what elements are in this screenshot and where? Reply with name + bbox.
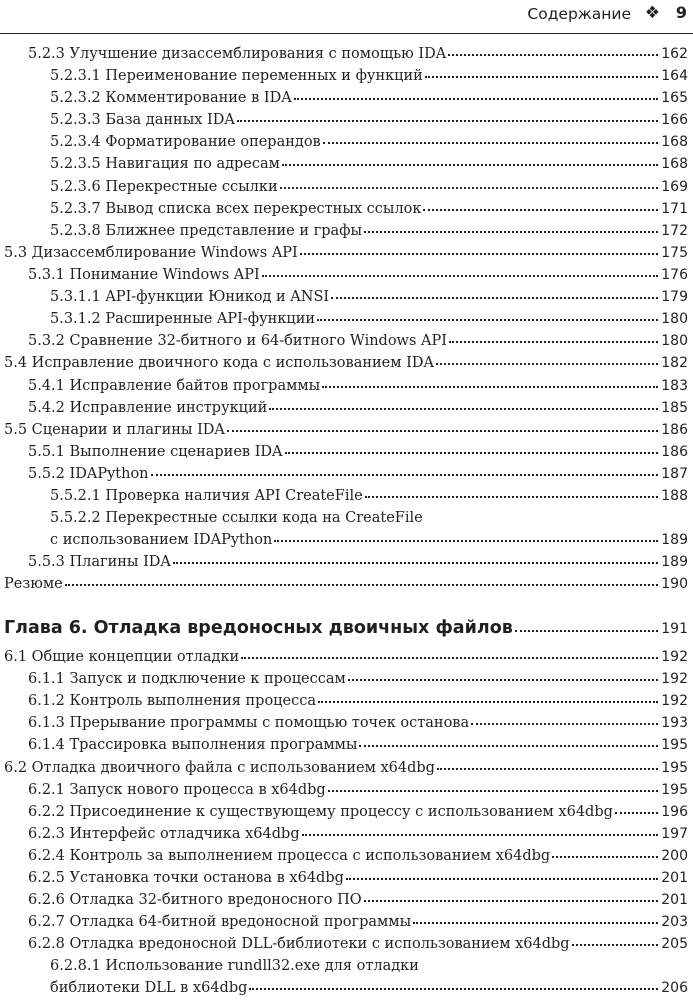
- dot-leader: [294, 87, 659, 100]
- toc-entry-page: 176: [661, 267, 688, 283]
- dot-leader: [262, 264, 659, 277]
- toc-entry[interactable]: [0, 330, 688, 352]
- header-rule: [0, 33, 693, 34]
- toc-entry[interactable]: [0, 801, 688, 823]
- toc-entry-page: 186: [661, 422, 688, 438]
- toc-entry[interactable]: [0, 198, 688, 220]
- toc-entry[interactable]: [0, 419, 688, 441]
- toc-entry[interactable]: [0, 646, 688, 668]
- toc-entry[interactable]: [0, 153, 688, 175]
- toc-entry-page: 168: [661, 156, 688, 172]
- toc-entry-title: 6.2 Отладка двоичного файла с использованием x64dbg: [4, 760, 435, 776]
- dot-leader: [346, 867, 658, 880]
- toc-entry-title: 6.2.7 Отладка 64-битной вредоносной программы: [28, 914, 412, 930]
- dot-leader: [269, 397, 658, 410]
- toc-entry[interactable]: [0, 573, 688, 595]
- dot-leader: [448, 43, 658, 56]
- toc-entry[interactable]: [0, 286, 688, 308]
- chapter-heading[interactable]: [4, 618, 688, 644]
- toc-entry-page: 175: [661, 245, 688, 261]
- dot-leader: [151, 463, 659, 476]
- toc-entry-title: 5.5.3 Плагины IDA: [28, 554, 171, 570]
- toc-entry[interactable]: [0, 507, 688, 551]
- toc-entry-page: 190: [661, 576, 688, 592]
- dot-leader: [331, 286, 658, 299]
- dot-leader: [173, 551, 658, 564]
- dot-leader: [515, 618, 658, 632]
- ornament-icon: ❖: [644, 3, 660, 23]
- toc-entry[interactable]: [0, 845, 688, 867]
- toc-entry-page: 189: [661, 554, 688, 570]
- toc-entry-page: 193: [661, 715, 688, 731]
- toc-entry-page: 205: [661, 936, 688, 952]
- toc-entry-page: 166: [661, 112, 688, 128]
- dot-leader: [364, 220, 658, 233]
- dot-leader: [449, 330, 658, 343]
- toc-entry-page: 195: [661, 782, 688, 798]
- dot-leader: [364, 889, 659, 902]
- toc-entry[interactable]: [0, 867, 688, 889]
- toc-entry-title: Резюме: [4, 576, 63, 592]
- page-number: 9: [675, 3, 687, 22]
- toc-entry-title: 6.1.1 Запуск и подключение к процессам: [28, 671, 346, 687]
- toc-entry-page: 169: [661, 179, 688, 195]
- toc-entry-title-cont: библиотеки DLL в x64dbg: [50, 980, 248, 996]
- toc-entry-title: 5.2.3.2 Комментирование в IDA: [50, 90, 292, 106]
- toc-entry[interactable]: [0, 668, 688, 690]
- dot-leader: [437, 757, 658, 770]
- dot-leader: [436, 352, 658, 365]
- dot-leader: [423, 198, 658, 211]
- toc-entry[interactable]: [0, 65, 688, 87]
- toc-entry-page: 182: [661, 355, 688, 371]
- toc-entry-page: 196: [661, 804, 688, 820]
- toc-entry-title-cont: с использованием IDAPython: [50, 532, 273, 548]
- toc-entry[interactable]: [0, 734, 688, 756]
- dot-leader: [282, 153, 658, 166]
- toc-entry-page: 187: [661, 466, 688, 482]
- toc-entry-title: 6.2.5 Установка точки останова в x64dbg: [28, 870, 344, 886]
- toc-entry-title: 5.4.1 Исправление байтов программы: [28, 378, 321, 394]
- dot-leader: [318, 690, 658, 703]
- toc-entry-title: 5.4.2 Исправление инструкций: [28, 400, 268, 416]
- dot-leader: [237, 109, 658, 122]
- toc-entry-page: 180: [661, 311, 688, 327]
- toc-entry-title: 5.2.3.1 Переименование переменных и функций: [50, 68, 423, 84]
- toc-entry[interactable]: [0, 397, 688, 419]
- toc-entry-title: 5.3.1 Понимание Windows API: [28, 267, 260, 283]
- toc-entry-title: 5.5.2.2 Перекрестные ссылки кода на CreateFile: [50, 510, 423, 526]
- dot-leader: [328, 779, 659, 792]
- toc-entry-title: 5.5.2.1 Проверка наличия API CreateFile: [50, 488, 363, 504]
- toc-entry[interactable]: [0, 889, 688, 911]
- toc-entry-title: 5.5.2 IDAPython: [28, 466, 149, 482]
- toc-entry-title: 5.2.3.5 Навигация по адресам: [50, 156, 280, 172]
- toc-entry[interactable]: [0, 109, 688, 131]
- dot-leader: [302, 823, 659, 836]
- dot-leader: [241, 646, 658, 659]
- dot-leader: [615, 801, 658, 814]
- dot-leader: [322, 375, 658, 388]
- running-header: [0, 0, 693, 30]
- toc-entry[interactable]: [0, 375, 688, 397]
- dot-leader: [285, 441, 659, 454]
- toc-entry-page: 189: [661, 532, 688, 548]
- toc-entry-page: 171: [661, 201, 688, 217]
- toc-entry-page: 180: [661, 333, 688, 349]
- toc-entry-title: 6.2.6 Отладка 32-битного вредоносного ПО: [28, 892, 362, 908]
- toc-entry-title: 6.1.4 Трассировка выполнения программы: [28, 737, 358, 753]
- dot-leader: [280, 176, 659, 189]
- toc-entry-title: 5.5 Сценарии и плагины IDA: [4, 422, 225, 438]
- toc-entry-title: 5.2.3.4 Форматирование операндов: [50, 134, 321, 150]
- dot-leader: [317, 308, 658, 321]
- toc-entry-page: 162: [661, 46, 688, 62]
- toc-entry-page: 188: [661, 488, 688, 504]
- toc-entry[interactable]: [0, 757, 688, 779]
- toc-entry-title: 5.3.1.2 Расширенные API-функции: [50, 311, 316, 327]
- toc-entry-title: 6.2.8 Отладка вредоносной DLL-библиотеки с использованием x64dbg: [28, 936, 570, 952]
- toc-entry[interactable]: [0, 712, 688, 734]
- toc-entry-page: 200: [661, 848, 688, 864]
- dot-leader: [425, 65, 658, 78]
- toc-entry-page: 201: [661, 870, 688, 886]
- toc-entry[interactable]: [0, 220, 688, 242]
- toc-entry-title: 6.2.1 Запуск нового процесса в x64dbg: [28, 782, 326, 798]
- toc-entry-title: 6.2.2 Присоединение к существующему процессу с использованием x64dbg: [28, 804, 613, 820]
- toc-entry[interactable]: [0, 485, 688, 507]
- header-title: Содержание: [527, 5, 631, 23]
- toc-entry-page: 206: [661, 980, 688, 996]
- toc-entry-page: 164: [661, 68, 688, 84]
- toc-entry-title: 5.4 Исправление двоичного кода с использованием IDA: [4, 355, 434, 371]
- toc-entry[interactable]: [0, 43, 688, 65]
- toc-entry[interactable]: [0, 176, 688, 198]
- dot-leader: [274, 529, 658, 542]
- dot-leader: [65, 573, 659, 586]
- toc-entry-page: 183: [661, 378, 688, 394]
- toc-entry-title: 6.1.3 Прерывание программы с помощью точек останова: [28, 715, 470, 731]
- toc-entry-title: 5.2.3.6 Перекрестные ссылки: [50, 179, 278, 195]
- toc-entry[interactable]: [0, 131, 688, 153]
- toc-entry-title: 5.3.1.1 API-функции Юникод и ANSI: [50, 289, 330, 305]
- dot-leader: [300, 242, 658, 255]
- dot-leader: [572, 933, 659, 946]
- toc-entry-title: 5.2.3.7 Вывод списка всех перекрестных ссылок: [50, 201, 422, 217]
- toc-entry-page: 195: [661, 760, 688, 776]
- dot-leader: [323, 131, 659, 144]
- toc-entry-page: 201: [661, 892, 688, 908]
- toc-entry[interactable]: [0, 441, 688, 463]
- toc-entry[interactable]: [0, 242, 688, 264]
- dot-leader: [227, 419, 658, 432]
- toc-entry-page: 185: [661, 400, 688, 416]
- toc-entry-title: 5.2.3.8 Ближнее представление и графы: [50, 223, 363, 239]
- toc-entry-title: 5.5.1 Выполнение сценариев IDA: [28, 444, 283, 460]
- toc-entry-page: 192: [661, 671, 688, 687]
- dot-leader: [413, 911, 658, 924]
- toc-entry[interactable]: [0, 352, 688, 374]
- toc-entry-page: 203: [661, 914, 688, 930]
- toc-entry[interactable]: [0, 823, 688, 845]
- toc-entry-page: 165: [661, 90, 688, 106]
- dot-leader: [552, 845, 658, 858]
- toc-entry[interactable]: [0, 87, 688, 109]
- toc-entry[interactable]: [0, 911, 688, 933]
- dot-leader: [471, 712, 658, 725]
- toc-entry-page: 172: [661, 223, 688, 239]
- toc-entry[interactable]: [0, 551, 688, 573]
- dot-leader: [348, 668, 658, 681]
- toc-entry[interactable]: [0, 955, 688, 999]
- toc-entry-title: 6.1.2 Контроль выполнения процесса: [28, 693, 316, 709]
- chapter-title: Глава 6. Отладка вредоносных двоичных файлов: [4, 618, 513, 638]
- toc-entry-page: 192: [661, 649, 688, 665]
- toc-entry-title: 5.3.2 Сравнение 32-битного и 64-битного Windows API: [28, 333, 447, 349]
- toc-entry[interactable]: [0, 933, 688, 955]
- toc-entry[interactable]: [0, 779, 688, 801]
- dot-leader: [249, 977, 658, 990]
- toc-entry-title: 5.2.3.3 База данных IDA: [50, 112, 235, 128]
- toc-entry-page: 195: [661, 737, 688, 753]
- toc-entry-title: 6.1 Общие концепции отладки: [4, 649, 240, 665]
- toc-entry-page: 197: [661, 826, 688, 842]
- toc-entry-title: 6.2.4 Контроль за выполнением процесса с использованием x64dbg: [28, 848, 551, 864]
- toc-entry-title: 5.2.3 Улучшение дизассемблирования с помощью IDA: [28, 46, 447, 62]
- toc-entry-page: 179: [661, 289, 688, 305]
- toc-entry[interactable]: [0, 463, 688, 485]
- toc-entry-page: 168: [661, 134, 688, 150]
- toc-entry[interactable]: [0, 690, 688, 712]
- dot-leader: [359, 734, 658, 747]
- toc-entry-page: 192: [661, 693, 688, 709]
- toc-entry[interactable]: [0, 264, 688, 286]
- toc-entry-title: 6.2.8.1 Использование rundll32.exe для отладки: [50, 958, 419, 974]
- chapter-page: 191: [661, 621, 688, 637]
- toc-entry[interactable]: [0, 308, 688, 330]
- toc-entry-title: 5.3 Дизассемблирование Windows API: [4, 245, 298, 261]
- dot-leader: [365, 485, 659, 498]
- toc-entry-page: 186: [661, 444, 688, 460]
- toc-entry-title: 6.2.3 Интерфейс отладчика x64dbg: [28, 826, 300, 842]
